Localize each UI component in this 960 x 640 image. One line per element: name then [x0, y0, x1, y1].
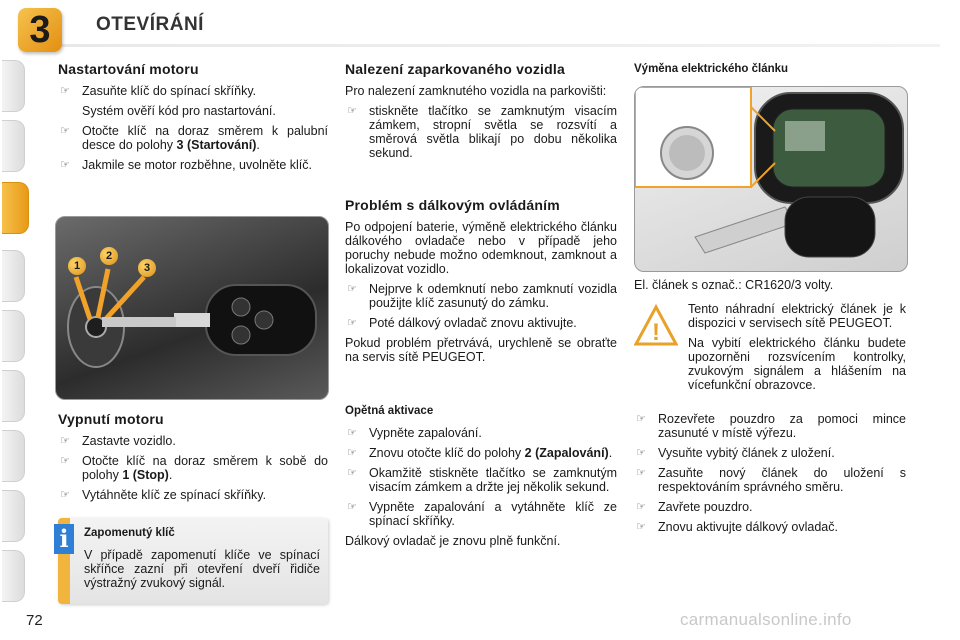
list-item	[345, 104, 617, 160]
key-battery-illustration	[635, 87, 907, 271]
ignition-key-photo	[55, 216, 329, 400]
position-label: 2 (Zapalování)	[524, 446, 609, 460]
bullet-icon: ☞	[347, 501, 357, 513]
list-item-text: Nejprve k odemknutí nebo zamknutí vozidla použijte klíč zasunutý do zámku.	[369, 282, 617, 310]
list-item	[345, 316, 617, 330]
bullet-icon: ☞	[636, 521, 646, 533]
list-item-text: Znovu aktivujte dálkový ovladač.	[658, 520, 838, 534]
battery-replacement-photo	[634, 86, 908, 272]
list-item	[58, 488, 328, 502]
position-label: 1 (Stop)	[122, 468, 169, 482]
list-item-text: Jakmile se motor rozběhne, uvolněte klíč.	[82, 158, 312, 172]
ignition-key-illustration	[56, 217, 328, 399]
bullet-icon: ☞	[347, 447, 357, 459]
column-battery	[634, 62, 906, 84]
warning-triangle-icon	[634, 304, 678, 348]
bullet-icon: ☞	[636, 501, 646, 513]
paragraph: Po odpojení baterie, výměně elektrického článku dálkového ovladače nebo v případě jeho poruchy nebude možno odemknout, zamknout a lokalizovat vozidlo.	[345, 220, 617, 276]
list-item	[58, 454, 328, 482]
bullet-icon: ☞	[60, 85, 70, 97]
column-engine	[58, 60, 328, 178]
header-rule	[40, 44, 940, 47]
bullet-icon: ☞	[347, 467, 357, 479]
bullet-icon: ☞	[347, 317, 357, 329]
position-tag-2: 2	[100, 247, 118, 265]
position-tag-3: 3	[138, 259, 156, 277]
list-item	[345, 500, 617, 528]
paragraph: Pro nalezení zamknutého vozidla na parkovišti:	[345, 84, 607, 98]
list-item	[345, 426, 617, 440]
warning-symbol: !	[652, 319, 660, 346]
watermark-text: carmanualsonline.info	[680, 610, 852, 629]
chapter-tab[interactable]	[2, 370, 25, 422]
list-item	[634, 446, 906, 460]
chapter-number-badge: 3	[18, 8, 62, 52]
list-item-text: Zastavte vozidlo.	[82, 434, 176, 448]
info-box-title: Zapomenutý klíč	[84, 527, 175, 539]
list-item	[58, 158, 328, 172]
chapter-tab[interactable]	[2, 430, 25, 482]
battery-cell-label: El. článek s označ.: CR1620/3 volty.	[634, 278, 834, 292]
chapter-tab[interactable]	[2, 310, 25, 362]
bullet-icon: ☞	[347, 105, 357, 117]
position-label: 3 (Startování)	[176, 138, 257, 152]
bullet-icon: ☞	[347, 283, 357, 295]
chapter-tabs	[0, 60, 30, 620]
list-item-text: Rozevřete pouzdro za pomoci mince zasunuté v místě výřezu.	[658, 412, 906, 440]
list-item	[634, 500, 906, 514]
chapter-tab[interactable]	[2, 120, 25, 172]
list-item	[58, 434, 328, 448]
warning-paragraph: Na vybití elektrického článku budete upozorněni rozsvícením kontrolky, zvukovým signálem a hlášením na vícefunkční obrazovce.	[688, 336, 906, 392]
warning-block	[634, 302, 906, 402]
battery-instructions	[634, 278, 906, 540]
column-remote	[345, 60, 617, 554]
punct: .	[256, 138, 260, 152]
list-item-text: Zasuňte nový článek do uložení s respektováním správného směru.	[658, 466, 906, 494]
list-item	[634, 520, 906, 534]
bullet-icon: ☞	[636, 413, 646, 425]
bullet-icon: ☞	[347, 427, 357, 439]
list-item-text: Znovu otočte klíč do polohy	[369, 446, 525, 460]
paragraph: Dálkový ovladač je znovu plně funkční.	[345, 534, 561, 548]
section-title-battery: Výměna elektrického článku	[634, 63, 789, 75]
list-item-text: Okamžitě stiskněte tlačítko se zamknutým visacím zámkem a držte jej několik sekund.	[369, 466, 617, 494]
list-item-text: Vysuňte vybitý článek z uložení.	[658, 446, 835, 460]
list-item-text: Poté dálkový ovladač znovu aktivujte.	[369, 316, 577, 330]
section-title-stop: Vypnutí motoru	[58, 411, 164, 427]
section-title-problem: Problém s dálkovým ovládáním	[345, 197, 560, 213]
chapter-tab[interactable]	[2, 490, 25, 542]
list-item	[634, 466, 906, 494]
page-header	[0, 0, 960, 60]
battery-steps	[634, 412, 906, 534]
bullet-icon: ☞	[60, 489, 70, 501]
warning-text	[688, 302, 906, 392]
info-box-forgotten-key	[58, 518, 328, 604]
section-title-reactivate: Opětná aktivace	[345, 405, 434, 417]
chapter-tab[interactable]	[2, 60, 25, 112]
bullet-icon: ☞	[60, 455, 70, 467]
punct: .	[608, 446, 613, 460]
list-item	[345, 466, 617, 494]
section-title-locate: Nalezení zaparkovaného vozidla	[345, 61, 565, 77]
chapter-tab[interactable]	[2, 550, 25, 602]
position-tag-1: 1	[68, 257, 86, 275]
list-item-text: Otočte klíč na doraz směrem k palubní desce do polohy	[82, 124, 328, 152]
punct: .	[168, 468, 173, 482]
bullet-icon: ☞	[636, 447, 646, 459]
list-item	[634, 412, 906, 440]
page-number: 72	[26, 612, 43, 629]
list-item-text: Vypněte zapalování.	[369, 426, 482, 440]
chapter-title: OTEVÍRÁNÍ	[96, 14, 204, 35]
list-item-text: Zavřete pouzdro.	[658, 500, 753, 514]
info-icon: i	[54, 524, 74, 554]
list-item-text: Vytáhněte klíč ze spínací skříňky.	[82, 488, 267, 502]
list-item-text: stiskněte tlačítko se zamknutým visacím zámkem, stropní světla se rozsvítí a směrová světla blikají po dobu několika sekund.	[369, 104, 617, 160]
chapter-tab-active[interactable]	[2, 182, 29, 234]
bullet-icon: ☞	[60, 125, 70, 137]
list-item-text: Vypněte zapalování a vytáhněte klíč ze spínací skříňky.	[369, 500, 617, 528]
info-box-content	[84, 526, 320, 596]
list-item	[345, 282, 617, 310]
chapter-tab[interactable]	[2, 250, 25, 302]
list-item-text: Otočte klíč na doraz směrem k sobě do polohy	[82, 454, 328, 482]
section-title-start: Nastartování motoru	[58, 61, 199, 77]
list-item	[58, 124, 328, 152]
bullet-icon: ☞	[60, 159, 70, 171]
section-stop	[58, 410, 328, 508]
info-box-text: V případě zapomenutí klíče ve spínací skříňce zazní při otevření dveří řidiče výstražný zvukový signál.	[84, 548, 320, 590]
list-item-cont: Systém ověří kód pro nastartování.	[82, 104, 276, 118]
list-item	[345, 446, 617, 460]
list-item	[58, 84, 328, 98]
paragraph: Pokud problém přetrvává, urychleně se obraťte na servis sítě PEUGEOT.	[345, 336, 617, 364]
bullet-icon: ☞	[60, 435, 70, 447]
bullet-icon: ☞	[636, 467, 646, 479]
warning-paragraph: Tento náhradní elektrický článek je k dispozici v servisech sítě PEUGEOT.	[688, 302, 906, 330]
list-item-text: Zasuňte klíč do spínací skříňky.	[82, 84, 257, 98]
